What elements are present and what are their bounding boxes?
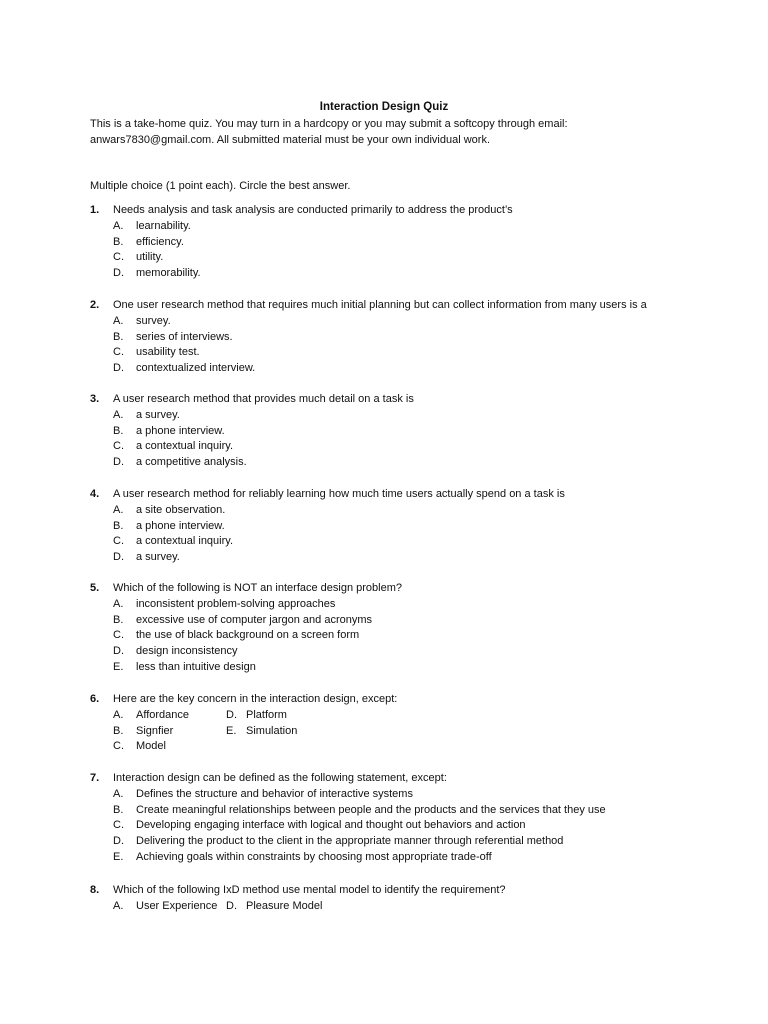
option-letter: D. bbox=[113, 456, 124, 469]
option-letter: C. bbox=[113, 535, 124, 548]
option-item bbox=[90, 455, 730, 471]
option-item bbox=[90, 534, 730, 550]
option-letter: B. bbox=[113, 330, 124, 343]
question-text: A user research method for reliably learning how much time users actually spend on a task is bbox=[113, 488, 565, 500]
option-letter: A. bbox=[113, 708, 124, 721]
question-text: Interaction design can be defined as the following statement, except: bbox=[113, 772, 447, 784]
question-3 bbox=[90, 392, 730, 471]
option-row bbox=[90, 724, 730, 740]
option-text: a survey. bbox=[136, 408, 180, 421]
option-text: a phone interview. bbox=[136, 519, 225, 532]
option-text: less than intuitive design bbox=[136, 660, 256, 673]
option-item bbox=[90, 550, 730, 566]
option-letter: C. bbox=[113, 346, 124, 359]
option-text: Create meaningful relationships between people and the products and the services that they use bbox=[136, 803, 606, 816]
option-text: a site observation. bbox=[136, 503, 226, 516]
question-2 bbox=[90, 298, 730, 377]
question-number: 1. bbox=[90, 204, 100, 216]
option-row bbox=[90, 739, 730, 755]
question-1 bbox=[90, 203, 730, 282]
option-item bbox=[90, 787, 730, 803]
question-number: 4. bbox=[90, 488, 100, 500]
question-4 bbox=[90, 487, 730, 566]
option-text: Platform bbox=[246, 708, 287, 721]
option-text: contextualized interview. bbox=[136, 362, 256, 375]
option-item bbox=[90, 519, 730, 535]
option-text: Delivering the product to the client in the appropriate manner through referential method bbox=[136, 835, 564, 848]
option-text: Affordance bbox=[136, 708, 190, 721]
question-text: Here are the key concern in the interaction design, except: bbox=[113, 693, 398, 705]
option-item bbox=[90, 818, 730, 834]
question-text: Which of the following IxD method use mental model to identify the requirement? bbox=[113, 884, 506, 896]
option-letter: C. bbox=[113, 440, 124, 453]
option-item bbox=[90, 266, 730, 282]
option-letter: D. bbox=[113, 362, 124, 375]
option-text: a contextual inquiry. bbox=[136, 440, 234, 453]
option-item bbox=[90, 660, 730, 676]
option-text: usability test. bbox=[136, 346, 200, 359]
question-number: 3. bbox=[90, 393, 100, 405]
option-letter: C. bbox=[113, 819, 124, 832]
option-text: inconsistent problem-solving approaches bbox=[136, 597, 336, 610]
option-item bbox=[90, 628, 730, 644]
option-letter: A. bbox=[113, 503, 124, 516]
option-item bbox=[90, 361, 730, 377]
option-letter: E. bbox=[113, 850, 124, 863]
question-number: 2. bbox=[90, 299, 100, 311]
option-row bbox=[90, 708, 730, 724]
question-text: Which of the following is NOT an interface design problem? bbox=[113, 582, 402, 594]
option-letter: A. bbox=[113, 787, 124, 800]
option-item bbox=[90, 503, 730, 519]
option-text: Pleasure Model bbox=[246, 899, 323, 912]
option-letter: C. bbox=[113, 629, 124, 642]
option-item bbox=[90, 597, 730, 613]
option-text: a survey. bbox=[136, 551, 180, 564]
intro-paragraph bbox=[90, 117, 730, 149]
option-item bbox=[90, 850, 730, 866]
option-letter: B. bbox=[113, 724, 124, 737]
question-text: One user research method that requires much initial planning but can collect information from many users is a bbox=[113, 299, 647, 311]
option-item bbox=[90, 803, 730, 819]
option-item bbox=[90, 235, 730, 251]
option-text: User Experience bbox=[136, 899, 218, 912]
question-5 bbox=[90, 581, 730, 676]
option-item bbox=[90, 250, 730, 266]
option-letter: A. bbox=[113, 314, 124, 327]
option-text: memorability. bbox=[136, 267, 201, 280]
question-number: 6. bbox=[90, 693, 100, 705]
option-text: Achieving goals within constraints by choosing most appropriate trade-off bbox=[136, 850, 492, 863]
option-letter: C. bbox=[113, 740, 124, 753]
option-letter: B. bbox=[113, 803, 124, 816]
question-number: 7. bbox=[90, 772, 100, 784]
option-text: utility. bbox=[136, 251, 164, 264]
option-text: the use of black background on a screen form bbox=[136, 629, 360, 642]
intro-line: This is a take-home quiz. You may turn in a hardcopy or you may submit a softcopy through email: bbox=[90, 118, 568, 130]
option-row bbox=[90, 899, 730, 915]
page-title: Interaction Design Quiz bbox=[319, 101, 449, 113]
option-item bbox=[90, 408, 730, 424]
option-letter: B. bbox=[113, 424, 124, 437]
option-text: series of interviews. bbox=[136, 330, 233, 343]
option-text: Simulation bbox=[246, 724, 298, 737]
option-text: excessive use of computer jargon and acronyms bbox=[136, 613, 373, 626]
option-letter: C. bbox=[113, 251, 124, 264]
option-letter: A. bbox=[113, 597, 124, 610]
option-item bbox=[90, 834, 730, 850]
option-text: a competitive analysis. bbox=[136, 456, 247, 469]
option-text: Defines the structure and behavior of interactive systems bbox=[136, 787, 413, 800]
question-6 bbox=[90, 692, 730, 755]
question-number: 8. bbox=[90, 884, 100, 896]
option-letter: B. bbox=[113, 519, 124, 532]
option-letter: E. bbox=[226, 724, 237, 737]
option-letter: B. bbox=[113, 235, 124, 248]
option-letter: A. bbox=[113, 408, 124, 421]
option-item bbox=[90, 424, 730, 440]
option-text: Signfier bbox=[136, 724, 174, 737]
option-text: a phone interview. bbox=[136, 424, 225, 437]
option-text: Model bbox=[136, 740, 166, 753]
option-letter: D. bbox=[113, 551, 124, 564]
instructions: Multiple choice (1 point each). Circle the best answer. bbox=[90, 180, 351, 192]
option-letter: B. bbox=[113, 613, 124, 626]
option-text: efficiency. bbox=[136, 235, 184, 248]
option-item bbox=[90, 644, 730, 660]
option-text: Developing engaging interface with logical and thought out behaviors and action bbox=[136, 819, 526, 832]
question-7 bbox=[90, 771, 730, 866]
question-text: A user research method that provides much detail on a task is bbox=[113, 393, 414, 405]
option-item bbox=[90, 439, 730, 455]
option-text: a contextual inquiry. bbox=[136, 535, 234, 548]
question-8 bbox=[90, 883, 730, 915]
option-item bbox=[90, 219, 730, 235]
option-text: design inconsistency bbox=[136, 645, 238, 658]
question-number: 5. bbox=[90, 582, 100, 594]
question-text: Needs analysis and task analysis are conducted primarily to address the product’s bbox=[113, 204, 513, 216]
option-letter: D. bbox=[113, 645, 124, 658]
option-letter: A. bbox=[113, 219, 124, 232]
option-item bbox=[90, 314, 730, 330]
option-text: survey. bbox=[136, 314, 171, 327]
option-item bbox=[90, 345, 730, 361]
option-item bbox=[90, 613, 730, 629]
option-letter: D. bbox=[113, 267, 124, 280]
option-letter: A. bbox=[113, 899, 124, 912]
option-letter: D. bbox=[226, 899, 237, 912]
option-letter: D. bbox=[113, 835, 124, 848]
option-item bbox=[90, 330, 730, 346]
option-text: learnability. bbox=[136, 219, 191, 232]
option-letter: E. bbox=[113, 660, 124, 673]
intro-line: anwars7830@gmail.com. All submitted material must be your own individual work. bbox=[90, 133, 491, 146]
option-letter: D. bbox=[226, 708, 237, 721]
